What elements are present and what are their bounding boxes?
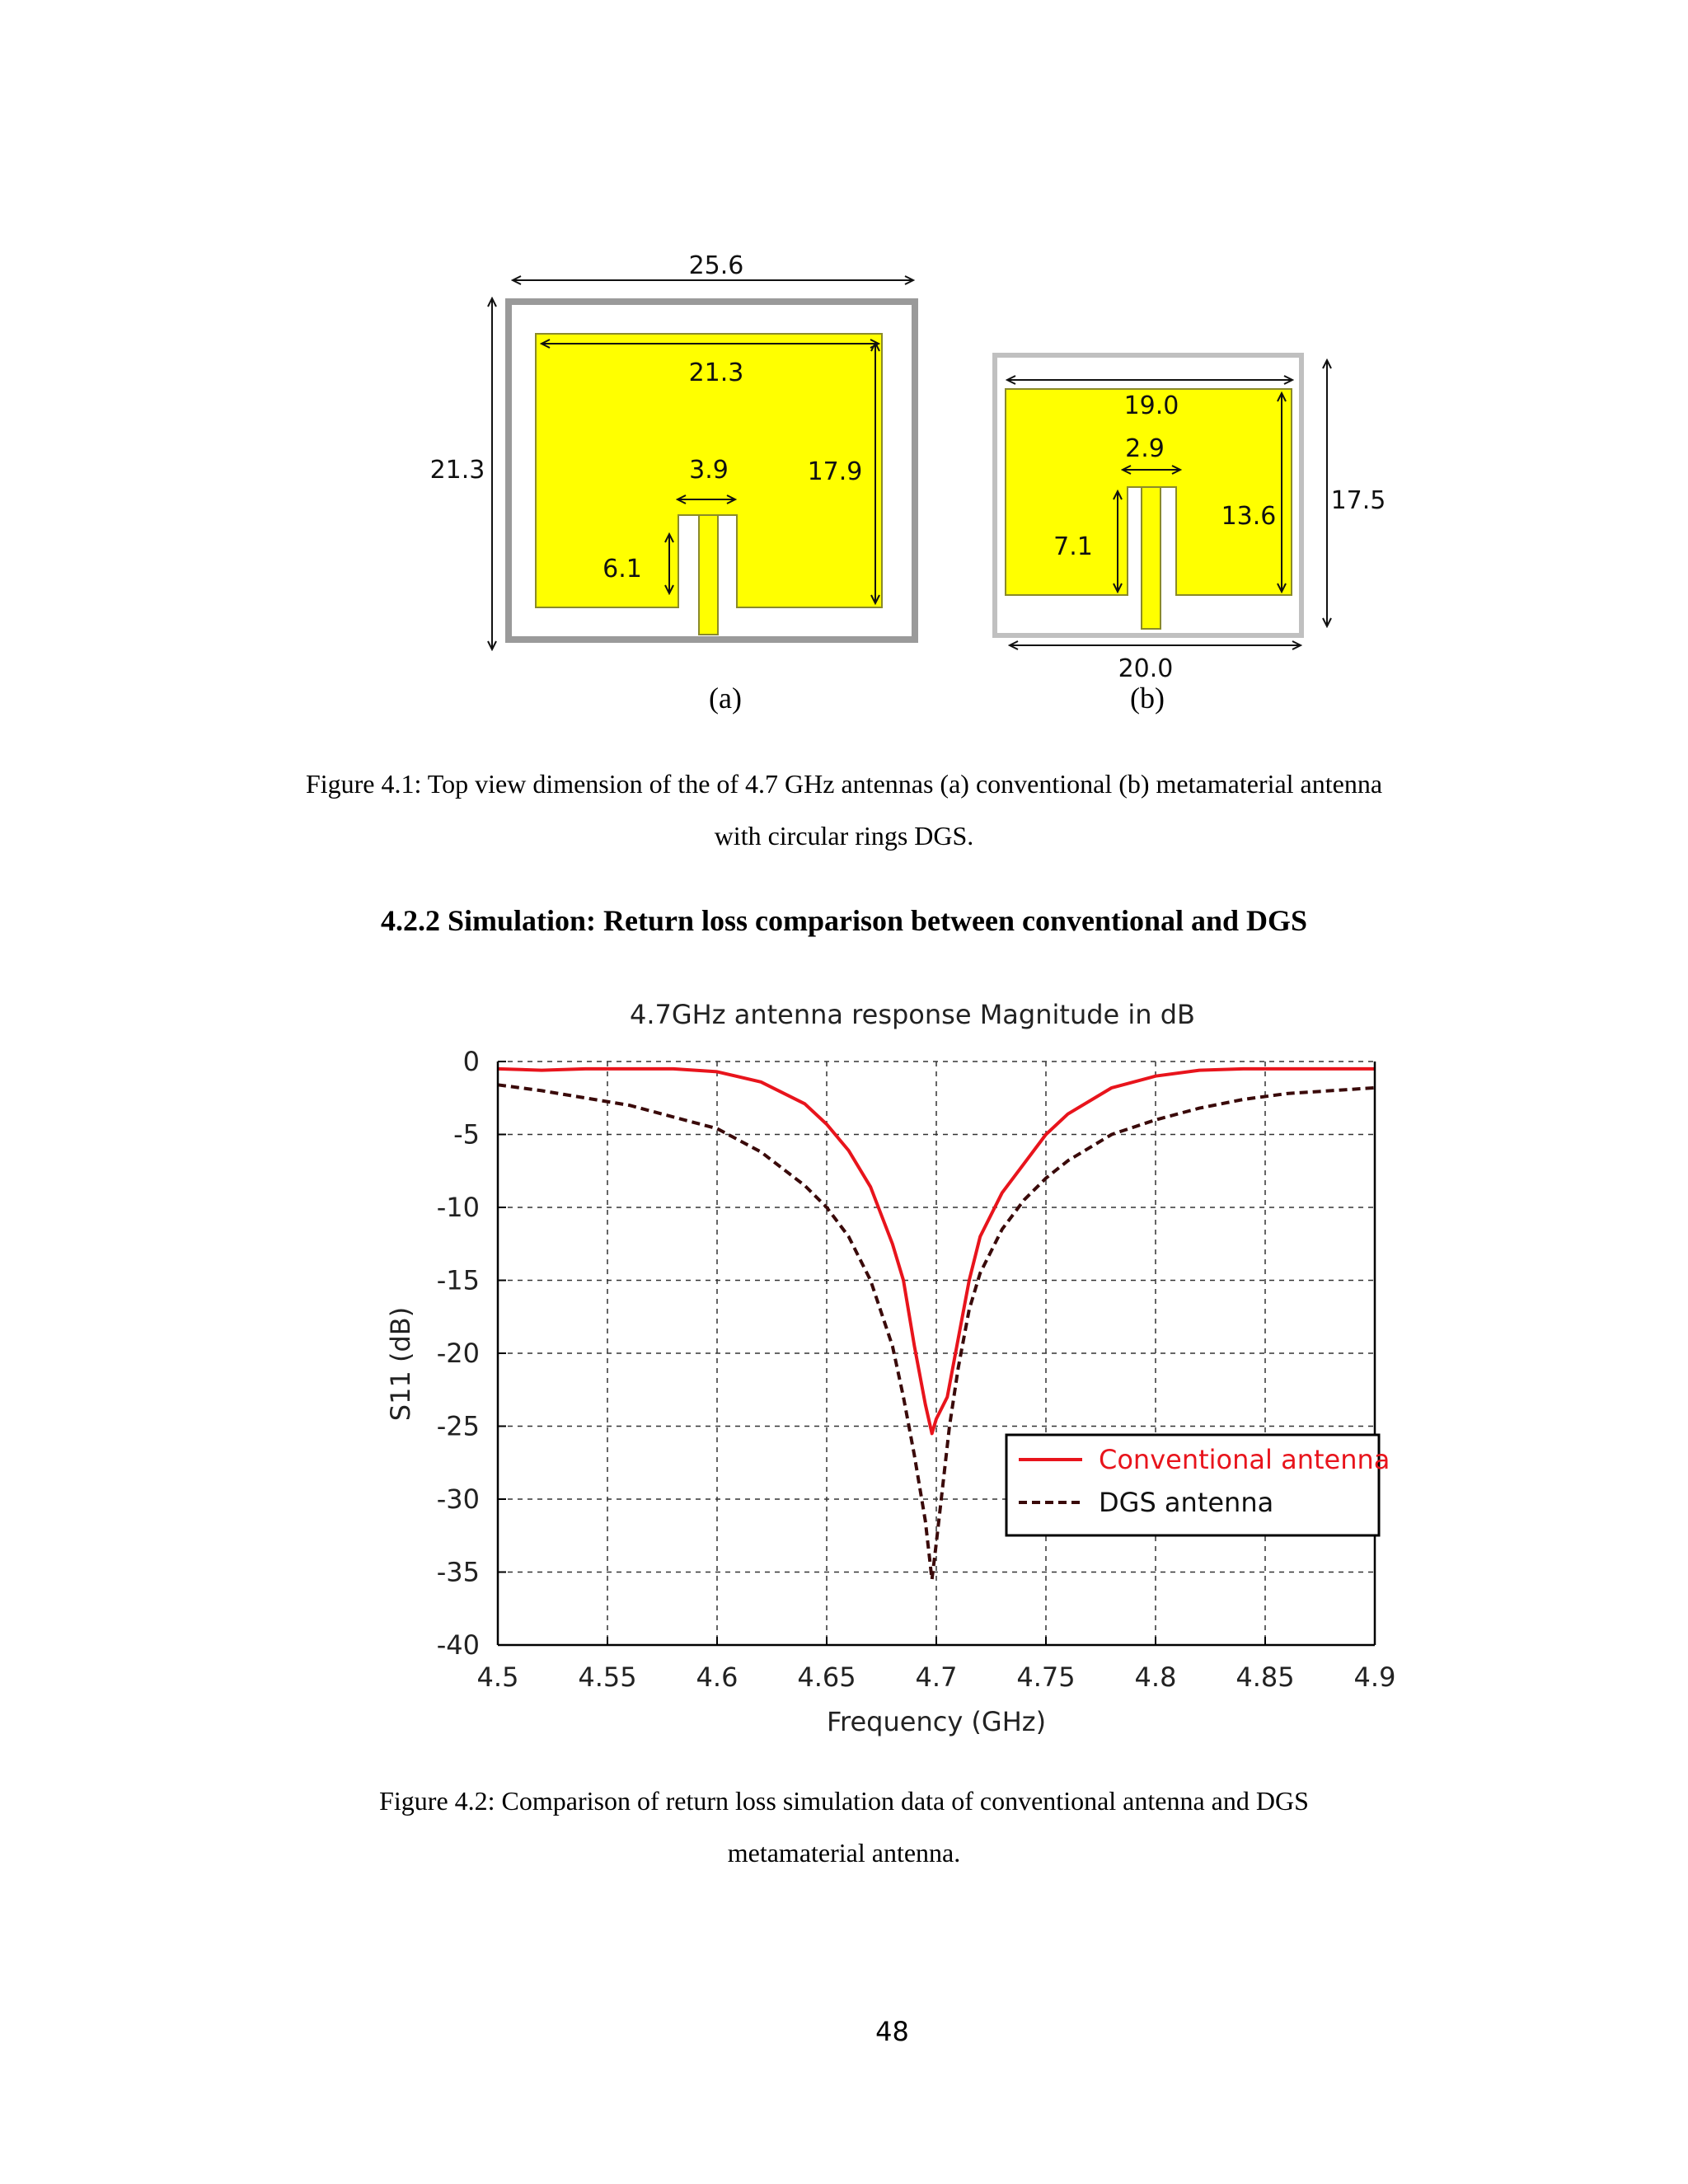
s11-chart <box>0 972 1688 1764</box>
figure-4-1-caption-line1: Figure 4.1: Top view dimension of the of 4.7 GHz antennas (a) conventional (b) metamaterial antenna <box>305 769 1383 799</box>
x-tick-label: 4.9 <box>1353 1661 1396 1693</box>
dim-b-outer-height: 17.5 <box>1330 486 1386 515</box>
dim-b-patch-width: 19.0 <box>1123 391 1179 420</box>
y-axis-label: S11 (dB) <box>385 1306 416 1422</box>
x-tick-label: 4.5 <box>476 1661 519 1693</box>
dim-a-patch-width: 21.3 <box>688 359 744 387</box>
y-tick-label: -15 <box>436 1264 480 1296</box>
antenna-a-feedline <box>699 515 718 635</box>
legend-label-dgs: DGS antenna <box>1099 1487 1274 1518</box>
y-tick-label: 0 <box>462 1046 480 1077</box>
y-tick-label: -25 <box>436 1410 480 1442</box>
x-tick-label: 4.65 <box>797 1661 856 1693</box>
page-number: 48 <box>875 2016 909 2047</box>
dim-a-patch-height: 17.9 <box>807 457 863 486</box>
chart-title: 4.7GHz antenna response Magnitude in dB <box>629 999 1196 1030</box>
antenna-b <box>995 355 1386 683</box>
dim-a-feed-gap: 3.9 <box>689 456 729 485</box>
antenna-b-label: (b) <box>1130 682 1165 715</box>
x-axis-label: Frequency (GHz) <box>826 1706 1047 1737</box>
y-tick-label: -40 <box>436 1629 480 1661</box>
x-tick-label: 4.55 <box>578 1661 637 1693</box>
dim-b-feed-gap: 2.9 <box>1125 434 1165 463</box>
antenna-b-feedline <box>1142 487 1160 629</box>
figure-4-1-drawing <box>0 0 1688 742</box>
legend-label-conventional: Conventional antenna <box>1099 1444 1390 1475</box>
figure-4-2-caption-line1: Figure 4.2: Comparison of return loss simulation data of conventional antenna and DGS <box>379 1786 1309 1816</box>
section-heading: 4.2.2 Simulation: Return loss comparison between conventional and DGS <box>380 904 1308 937</box>
x-tick-label: 4.8 <box>1134 1661 1177 1693</box>
dim-b-patch-height: 13.6 <box>1221 502 1277 531</box>
chart-ticks <box>437 1046 1396 1693</box>
chart-legend[interactable] <box>1006 1435 1390 1535</box>
dim-a-slot-depth: 6.1 <box>603 555 642 583</box>
y-tick-label: -30 <box>436 1483 480 1515</box>
x-tick-label: 4.7 <box>915 1661 958 1693</box>
figure-4-2-caption-line2: metamaterial antenna. <box>727 1838 961 1868</box>
chart-grid <box>498 1062 1375 1645</box>
dim-b-outer-width: 20.0 <box>1118 654 1174 683</box>
dim-a-outer-width: 25.6 <box>688 251 744 280</box>
y-tick-label: -5 <box>453 1118 480 1151</box>
x-tick-label: 4.75 <box>1016 1661 1076 1693</box>
y-tick-label: -20 <box>436 1338 480 1369</box>
x-tick-label: 4.85 <box>1236 1661 1295 1693</box>
figure-4-1-caption-line2: with circular rings DGS. <box>714 821 974 851</box>
y-tick-label: -10 <box>436 1192 480 1223</box>
dim-b-slot-depth: 7.1 <box>1053 532 1093 561</box>
y-tick-label: -35 <box>436 1556 480 1588</box>
antenna-a-label: (a) <box>709 682 742 715</box>
dim-a-outer-height: 21.3 <box>429 456 485 485</box>
x-tick-label: 4.6 <box>696 1661 738 1693</box>
antenna-a <box>430 251 915 649</box>
